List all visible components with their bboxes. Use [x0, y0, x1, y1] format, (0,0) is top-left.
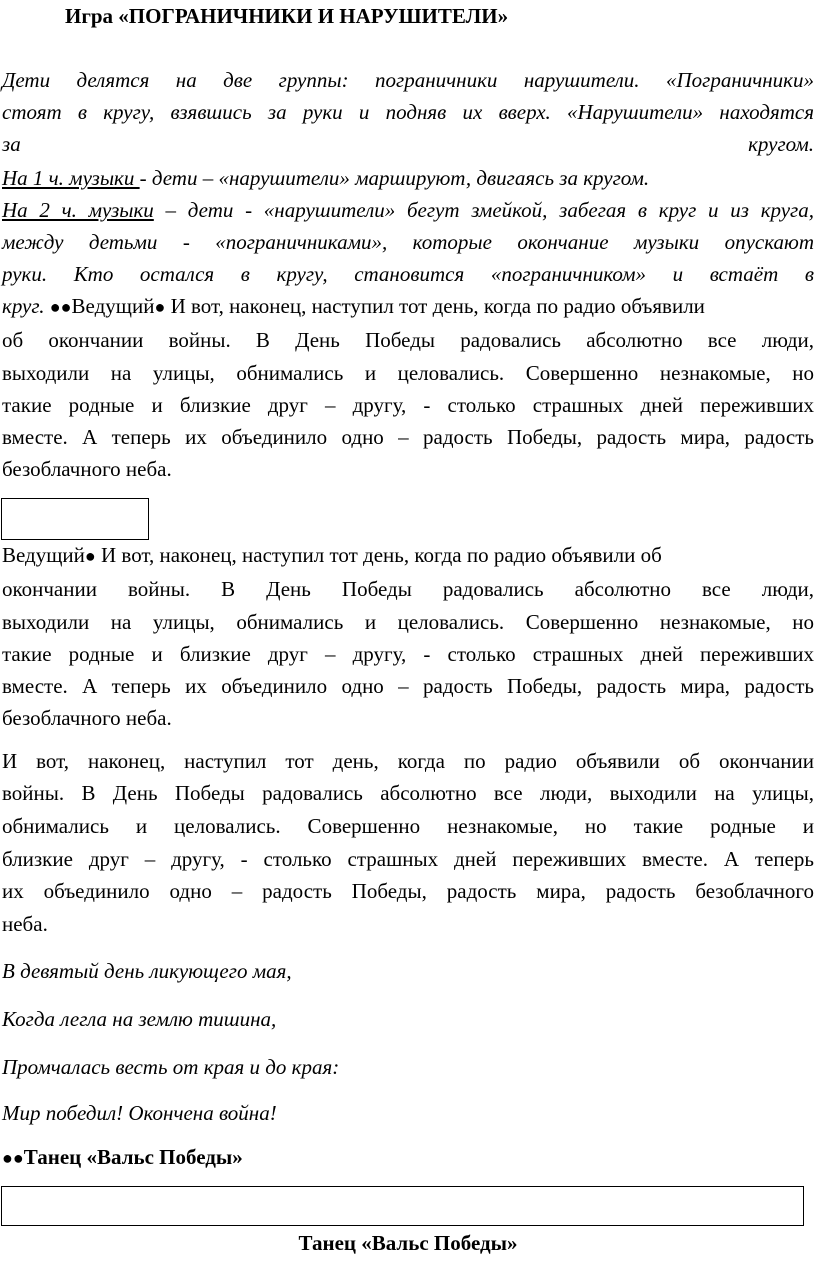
poem-line: Промчалась весть от края и до края:: [2, 1055, 340, 1079]
poem-line: Когда легла на землю тишина,: [2, 1007, 277, 1031]
dance-label: Танец «Вальс Победы»: [23, 1145, 243, 1169]
dance-heading: [2, 1144, 814, 1171]
para2-line: такие родные и близкие друг – другу, - столько страшных дней переживших: [2, 642, 814, 666]
music-part-1-label: На 1 ч. музыки: [2, 166, 140, 190]
poem-line: В девятый день ликующего мая,: [2, 959, 292, 983]
speaker-label: Ведущий: [71, 294, 155, 318]
para2-first-line: [2, 542, 814, 569]
bullet-icon: ●: [84, 546, 96, 566]
game-line-start: за: [2, 132, 21, 156]
para3-line: обнимались и целовались. Совершенно незнакомые, но такие родные и: [2, 814, 814, 838]
para3-line: их объединило одно – радость Победы, радость мира, радость безоблачного: [2, 879, 814, 903]
bullet-icon: ●●: [2, 1148, 24, 1168]
para1-line: вместе. А теперь их объединило одно – радость Победы, радость мира, радость: [2, 425, 814, 449]
para2-line: окончании войны. В День Победы радовались абсолютно все люди,: [2, 577, 814, 601]
para1-line: об окончании войны. В День Победы радовались абсолютно все люди,: [2, 328, 814, 352]
music-part-1-text: - дети – «нарушители» маршируют, двигаясь за кругом.: [139, 166, 650, 190]
bullet-icon: ●●: [49, 297, 72, 317]
music-part-1: [2, 165, 814, 191]
game-line-end: кругом.: [748, 132, 814, 156]
para2-first-rest: И вот, наконец, наступил тот день, когда по радио объявили об: [95, 543, 662, 567]
poem-line: Мир победил! Окончена война!: [2, 1101, 277, 1125]
para1-line: безоблачного неба.: [2, 457, 172, 481]
para1-first-rest: И вот, наконец, наступил тот день, когда по радио объявили: [165, 294, 705, 318]
para3-line: близкие друг – другу, - столько страшных дней переживших вместе. А теперь: [2, 847, 814, 871]
game-title: Игра «ПОГРАНИЧНИКИ И НАРУШИТЕЛИ»: [65, 4, 509, 28]
para2-line: безоблачного неба.: [2, 706, 172, 730]
music-part-2: [2, 197, 814, 223]
empty-frame-wide: [1, 1186, 804, 1226]
music-part-2-label: На 2 ч. музыки: [2, 198, 154, 222]
dance-title-centered: Танец «Вальс Победы»: [298, 1231, 518, 1255]
speaker-label: Ведущий: [2, 543, 85, 567]
bullet-icon: ●: [154, 297, 166, 317]
para3-line: неба.: [2, 912, 48, 936]
game-line: стоят в кругу, взявшись за руки и подняв их вверх. «Нарушители» находятся: [2, 100, 814, 124]
para2-line: выходили на улицы, обнимались и целовались. Совершенно незнакомые, но: [2, 610, 814, 634]
para1-italic: круг.: [2, 294, 50, 318]
para1-first-line: [2, 293, 814, 320]
empty-frame: [1, 498, 149, 540]
game-line: Дети делятся на две группы: пограничники нарушители. «Пограничники»: [2, 68, 814, 92]
music-part-2-line: руки. Кто остался в кругу, становится «пограничником» и встаёт в: [2, 262, 814, 286]
para2-line: вместе. А теперь их объединило одно – радость Победы, радость мира, радость: [2, 674, 814, 698]
para3-line: И вот, наконец, наступил тот день, когда по радио объявили об окончании: [2, 749, 814, 773]
game-line: [2, 131, 814, 157]
music-part-2-text: – дети - «нарушители» бегут змейкой, забегая в круг и из круга,: [153, 198, 815, 222]
para1-line: выходили на улицы, обнимались и целовались. Совершенно незнакомые, но: [2, 361, 814, 385]
para3-line: войны. В День Победы радовались абсолютно все люди, выходили на улицы,: [2, 781, 814, 805]
para1-line: такие родные и близкие друг – другу, - столько страшных дней переживших: [2, 393, 814, 417]
music-part-2-line: между детьми - «пограничниками», которые окончание музыки опускают: [2, 230, 814, 254]
